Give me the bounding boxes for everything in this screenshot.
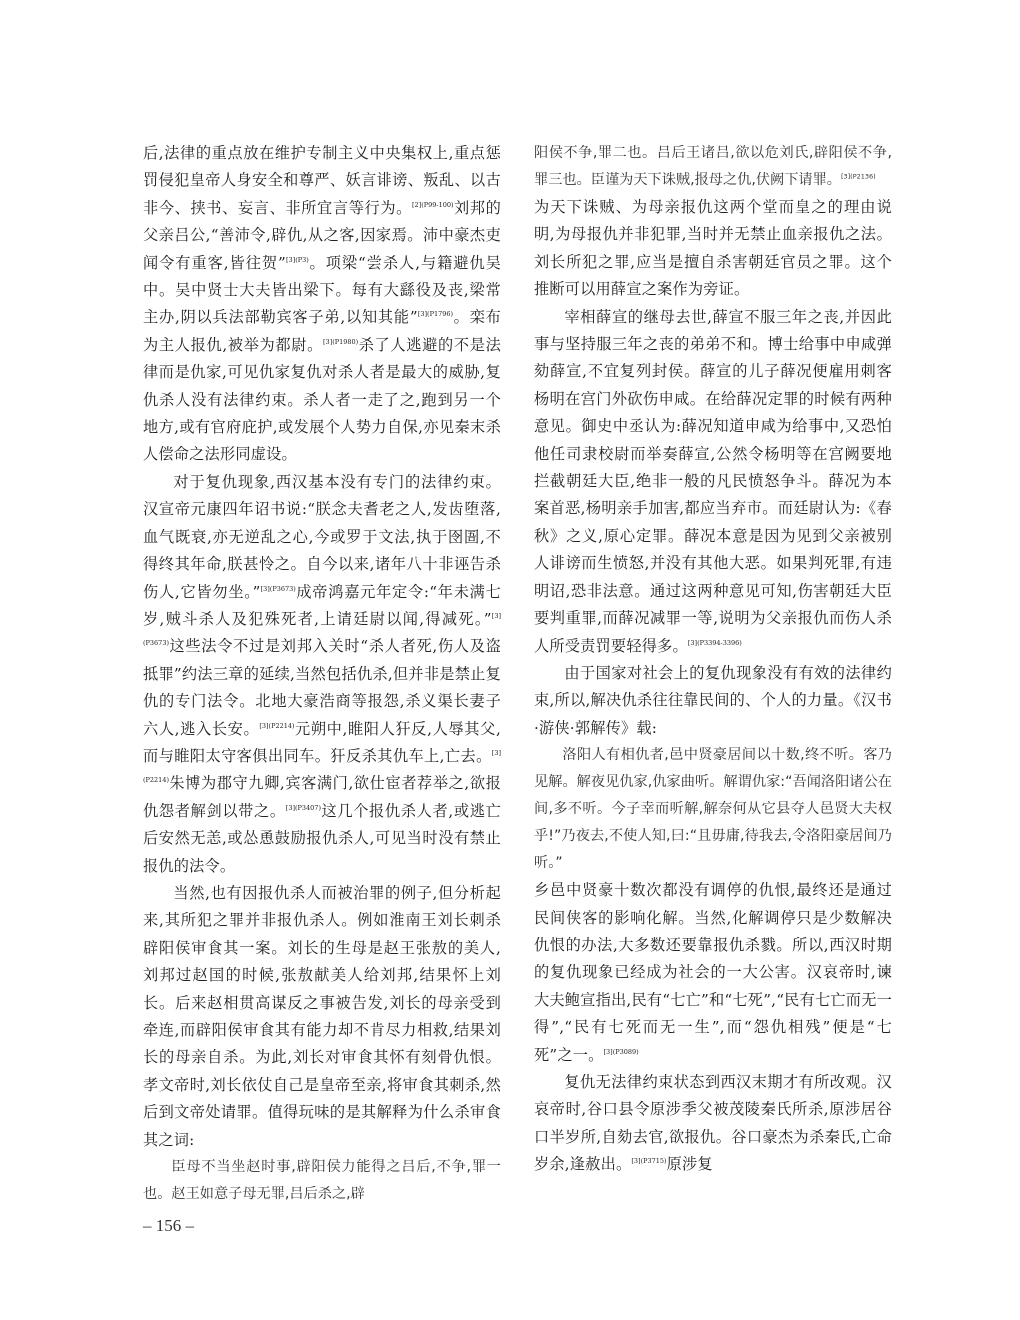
text-run: 臣母不当坐赵时事,辟阳侯力能得之吕后,不争,罪一也。赵王如意子母无罪,吕后杀之,辟	[143, 1159, 501, 1203]
block-quote	[143, 1154, 501, 1208]
text-run: 乡邑中贤豪十数次都没有调停的仇恨,最终还是通过民间侠客的影响化解。当然,化解调停只是少数解决仇恨的办法,大多数还要靠报仇杀戮。所以,西汉时期的复仇现象已经成为社会的一大公害。汉哀帝时,谏大夫鲍宣指出,民有“七亡”和“七死”,“民有七亡而无一得”,“民有七死而无一生”,而“怨仇相残”便是“七死”之一。	[534, 881, 892, 1064]
text-run: 这些法令不过是刘邦入关时“杀人者死,伤人及盗抵罪”约法三章的延续,当然包括仇杀,但并非是禁止复仇的专门法令。北地大豪浩商等报怨,杀义渠长妻子六人,逃入长安。	[143, 637, 501, 738]
citation-superscript: [3](P3673)	[143, 611, 501, 648]
paragraph	[534, 1069, 892, 1179]
left-column	[143, 140, 501, 1208]
text-run: 阳侯不争,罪二也。吕后王诸吕,欲以危刘氏,辟阳侯不争,罪三也。臣谨为天下诛贼,报母之仇,伏阙下请罪。	[534, 145, 892, 188]
paragraph	[534, 194, 892, 304]
right-column	[534, 140, 892, 1179]
citation-superscript: [3](P3715)	[631, 1157, 667, 1166]
text-run: 宰相薛宣的继母去世,薛宣不服三年之丧,并因此事与坚持服三年之丧的弟弟不和。博士给事中申咸弹劾薛宣,不宜复列封侯。薛宣的儿子薛况便雇用刺客杨明在宫门外砍伤申咸。在给薛况定罪的时候有两种意见。御史中丞认为:薛况知道申咸为给事中,又恐怕他任司隶校尉而举奏薛宣,公然令杨明等在宫阙要地拦截朝廷大臣,绝非一般的凡民愤怒争斗。薛况为本案首恶,杨明亲手加害,都应当弃市。而廷尉认为:《春秋》之义,原心定罪。薛况本意是因为见到父亲被别人诽谤而生愤怒,并没有其他大恶。如果判死罪,有违明诏,恐非法意。通过这两种意见可知,伤害朝廷大臣要判重罪,而薛况减罪一等,说明为父亲报仇而伤人杀人所受责罚要轻得多。	[534, 307, 892, 655]
text-run: 当然,也有因报仇杀人而被治罪的例子,但分析起来,其所犯之罪并非报仇杀人。例如淮南王刘长刺杀辟阳侯审食其一案。刘长的生母是赵王张敖的美人,刘邦过赵国的时候,张敖献美人给刘邦,结果怀上刘长。后来赵相贯高谋反之事被告发,刘长的母亲受到牵连,而辟阳侯审食其有能力却不肯尽力相救,结果刘长的母亲自杀。为此,刘长对审食其怀有刻骨仇恨。孝文帝时,刘长依仗自己是皇帝至亲,将审食其刺杀,然后到文帝处请罪。值得玩味的是其解释为什么杀审食其之词:	[143, 883, 501, 1149]
block-quote	[534, 742, 892, 877]
citation-superscript: [2](P99-100)	[412, 200, 454, 209]
citation-superscript: [3](P3089)	[603, 1047, 639, 1056]
text-run: 成帝鸿嘉元年定令:“年未满七岁,贼斗杀人及犯殊死者,上请廷尉以闻,得减死。”	[143, 582, 502, 628]
block-quote	[534, 140, 892, 194]
citation-superscript: [3](P1796)	[417, 310, 454, 319]
text-run: 后,法律的重点放在维护专制主义中央集权上,重点惩罚侵犯皇帝人身安全和尊严、妖言诽谤、叛乱、以古非今、挟书、妄言、非所宜言等行为。	[143, 144, 501, 217]
citation-superscript: [3](P2214)	[143, 748, 501, 785]
text-run: 复仇无法律约束状态到西汉末期才有所改观。汉哀帝时,谷口县令原涉季父被茂陵秦氏所杀,原涉居谷口半岁所,自劾去官,欲报仇。谷口豪杰为杀秦氏,亡命岁余,逢赦出。	[534, 1072, 892, 1174]
paragraph	[534, 304, 892, 660]
citation-superscript: [3](P3394-3396)	[687, 638, 742, 647]
citation-superscript: [3](P3407)	[285, 803, 321, 812]
paragraph	[143, 140, 501, 469]
citation-superscript: [3](P3673)	[260, 584, 296, 593]
text-run: 原涉复	[666, 1155, 713, 1174]
paragraph	[534, 877, 892, 1069]
citation-superscript: [3](P3)	[285, 255, 309, 264]
paragraph	[143, 880, 501, 1154]
text-run: 。栾布为主人报仇,被举为都尉。	[143, 308, 501, 354]
text-run: 。项梁“尝杀人,与籍避仇吴中。吴中贤士大夫皆出梁下。每有大繇役及丧,梁常主办,阴以兵法部勒宾客子弟,以知其能”	[143, 253, 501, 327]
text-run: 刘邦的父亲吕公,“善沛令,辟仇,从之客,因家焉。沛中豪杰吏闻令有重客,皆往贺”	[143, 198, 501, 272]
text-run: 洛阳人有相仇者,邑中贤豪居间以十数,终不听。客乃见解。解夜见仇家,仇家曲听。解谓仇家:“吾闻洛阳诸公在间,多不听。今子幸而听解,解奈何从它县夺人邑贤大夫权乎!”乃夜去,不使人知,曰:“且毋庸,待我去,令洛阳豪居间乃听。”	[534, 747, 892, 872]
text-run: 元朔中,睢阳人犴反,人辱其父,而与睢阳太守客俱出同车。犴反杀其仇车上,亡去。	[143, 719, 501, 765]
text-run: 对于复仇现象,西汉基本没有专门的法律约束。汉宣帝元康四年诏书说:“朕念夫耆老之人,发齿堕落,血气既衰,亦无逆乱之心,今或罗于文法,执于囹圄,不得终其年命,朕甚怜之。自今以来,诸年八十非诬告杀伤人,它皆勿坐。”	[143, 472, 501, 601]
text-run: 朱博为郡守九卿,宾客满门,欲仕宦者荐举之,欲报仇怨者解剑以带之。	[143, 774, 501, 820]
text-run: 为天下诛贼、为母亲报仇这两个堂而皇之的理由说明,为母报仇并非犯罪,当时并无禁止血亲报仇之法。刘长所犯之罪,应当是擅自杀害朝廷官员之罪。这个推断可以用薛宣之案作为旁证。	[534, 198, 892, 299]
page-number: – 156 –	[143, 1216, 194, 1235]
citation-superscript: [3](P2214)	[259, 721, 295, 730]
citation-superscript: [3](P2136)	[840, 172, 876, 181]
citation-superscript: [3](P1980)	[323, 337, 359, 346]
text-run: 杀了人逃避的不是法律而是仇家,可见仇家复仇对杀人者是最大的威胁,复仇杀人没有法律约束。杀人者一走了之,跑到另一个地方,或有官府庇护,或发展个人势力自保,亦见秦末杀人偿命之法形同虚设。	[143, 335, 501, 464]
paragraph	[534, 660, 892, 742]
text-run: 这几个报仇杀人者,或逃亡后安然无恙,或怂恿鼓励报仇杀人,可见当时没有禁止报仇的法令。	[143, 801, 501, 875]
text-run: 由于国家对社会上的复仇现象没有有效的法律约束,所以,解决仇杀往往靠民间的、个人的力量。《汉书·游侠·郭解传》载:	[534, 663, 892, 737]
paragraph	[143, 469, 501, 880]
